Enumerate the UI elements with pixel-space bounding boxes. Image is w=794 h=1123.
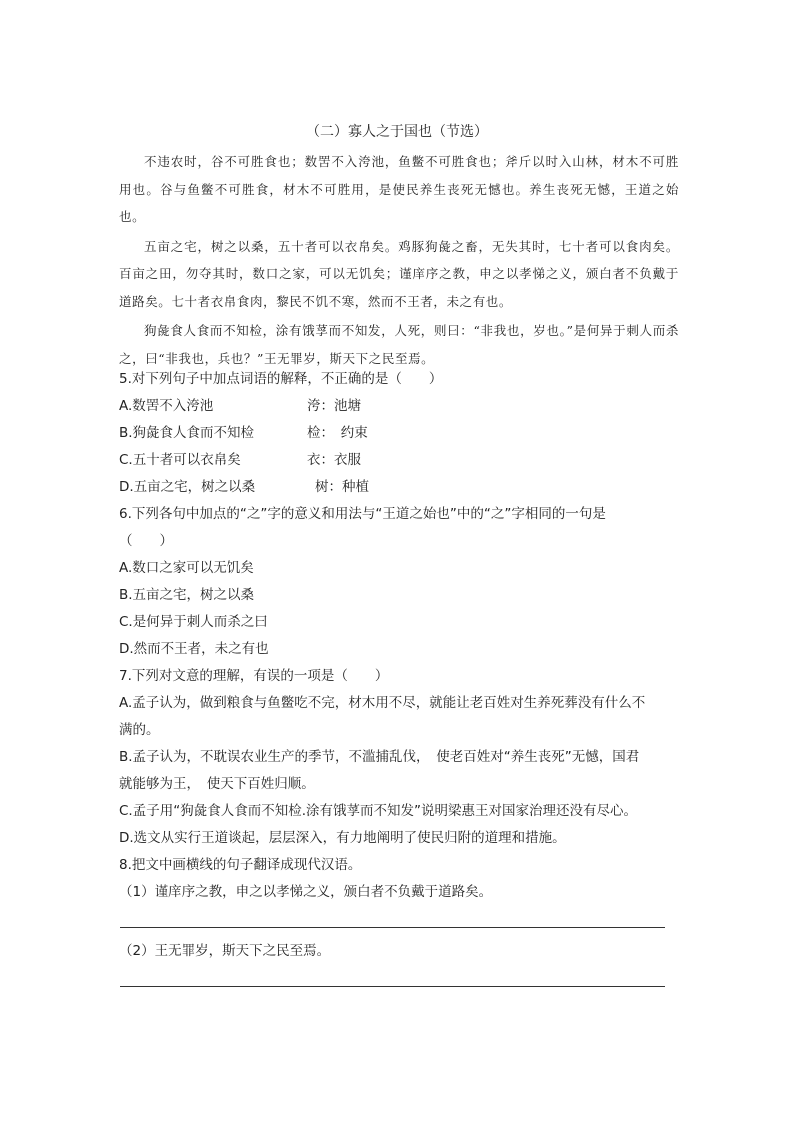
answer-spacer (119, 906, 679, 926)
question-6-option-b: B.五亩之宅，树之以桑 (119, 587, 255, 603)
question-5-option-b (119, 420, 679, 447)
option-gloss: 洿：池塘 (307, 398, 361, 414)
question-8-sentence-1: （1）谨庠序之教，申之以孝悌之义，颁白者不负戴于道路矣。 (119, 884, 493, 900)
question-7-option-a-line-1: A.孟子认为，做到粮食与鱼鳖吃不完，材木用不尽，就能让老百姓对生养死葬没有什么不 (119, 695, 646, 711)
question-6-stem: 6.下列各句中加点的“之”字的意义和用法与“王道之始也”中的“之”字相同的一句是 (119, 506, 606, 522)
option-gloss: 树：种植 (315, 479, 369, 495)
option-term: D.五亩之宅，树之以桑 (119, 479, 256, 495)
passage-paragraph-2: 五亩之宅，树之以桑，五十者可以衣帛矣。鸡豚狗彘之畜，无失其时，七十者可以食肉矣。百亩之田，勿夺其时，数口之家，可以无饥矣；谨庠序之教，申之以孝悌之义，颁白者不负戴于道路矣。七十者衣帛食肉，黎民不饥不寒，然而不王者，未之有也。 (119, 238, 679, 309)
answer-line-2[interactable] (120, 985, 665, 987)
classical-passage (119, 148, 679, 372)
option-gloss: 检： 约束 (307, 425, 368, 441)
question-7-option-b-line-1: B.孟子认为，不耽误农业生产的季节，不滥捕乱伐， 使老百姓对“养生丧死”无憾，国君 (119, 749, 640, 765)
option-term: A.数罟不入洿池 (119, 398, 214, 414)
answer-spacer (119, 965, 679, 985)
answer-spacer (119, 928, 679, 938)
option-gloss: 衣：衣服 (307, 452, 361, 468)
question-8-sentence-2: （2）王无罪岁，斯天下之民至焉。 (119, 943, 331, 959)
question-8-stem: 8.把文中画横线的句子翻译成现代汉语。 (119, 857, 362, 873)
question-6-option-c: C.是何异于刺人而杀之曰 (119, 614, 268, 630)
question-5-option-d (119, 474, 679, 501)
question-5-stem: 5.对下列句子中加点词语的解释，不正确的是（ ） (119, 371, 443, 387)
question-6-option-a: A.数口之家可以无饥矣 (119, 560, 254, 576)
passage-paragraph-3: 狗彘食人食而不知检，涂有饿莩而不知发，人死，则曰：“非我也，岁也。”是何异于刺人而杀之，曰“非我也，兵也？”王无罪岁，斯天下之民至焉。 (119, 323, 679, 366)
question-7-option-d: D.选文从实行王道谈起，层层深入，有力地阐明了使民归附的道理和措施。 (119, 830, 566, 846)
option-term: B.狗彘食人食而不知检 (119, 425, 255, 441)
question-7-option-c: C.孟子用“狗彘食人食而不知检.涂有饿莩而不知发”说明梁惠王对国家治理还没有尽心。 (119, 803, 637, 819)
question-6-paren: （ ） (119, 533, 173, 549)
question-5-option-a (119, 393, 679, 420)
question-7-stem: 7.下列对文意的理解，有误的一项是（ ） (119, 668, 389, 684)
question-5-option-c (119, 447, 679, 474)
passage-title: （二）寡人之于国也（节选） (306, 124, 488, 140)
passage-paragraph-1: 不违农时，谷不可胜食也；数罟不入洿池，鱼鳖不可胜食也；斧斤以时入山林，材木不可胜用也。谷与鱼鳖不可胜食，材木不可胜用，是使民养生丧死无憾也。养生丧死无憾，王道之始也。 (119, 154, 679, 224)
question-7-option-a-line-2: 满的。 (119, 722, 160, 738)
question-section (119, 366, 679, 987)
question-7-option-b-line-2: 就能够为王， 使天下百姓归顺。 (119, 776, 315, 792)
question-6-option-d: D.然而不王者，未之有也 (119, 641, 269, 657)
option-term: C.五十者可以衣帛矣 (119, 452, 241, 468)
